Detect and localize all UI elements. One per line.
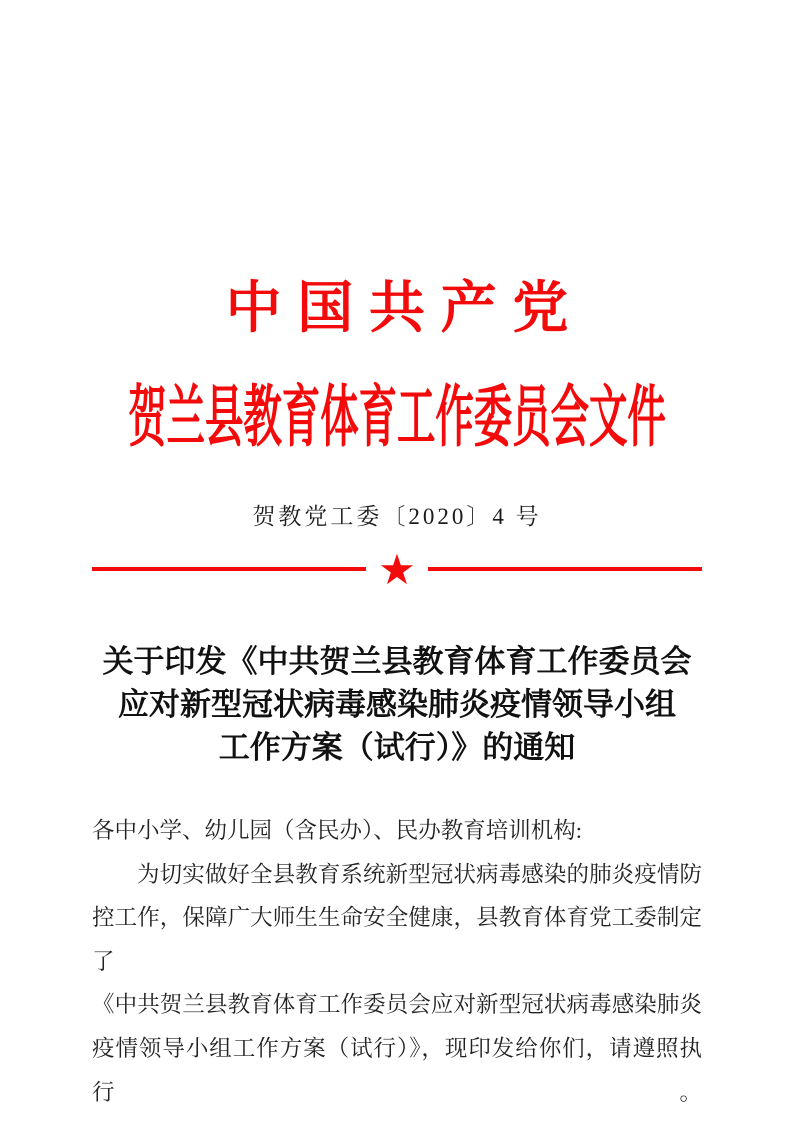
document-title-line: 工作方案（试行）》的通知 [218, 730, 576, 765]
document-title-line: 关于印发《中共贺兰县教育体育工作委员会 [102, 644, 692, 679]
separator-line-left [92, 567, 366, 571]
party-name-heading: 中国共产党 [225, 278, 585, 340]
star-icon: ★ [378, 548, 416, 594]
paragraph-line: 《中共贺兰县教育体育工作委员会应对新型冠状病毒感染肺炎 [92, 992, 702, 1018]
document-title-line: 应对新型冠状病毒感染肺炎疫情领导小组 [118, 687, 676, 722]
letterhead [0, 0, 794, 454]
committee-name-row [0, 382, 794, 454]
salutation-line: 各中小学、幼儿园（含民办）、民办教育培训机构: [92, 818, 583, 843]
document-title [92, 640, 702, 769]
paragraph-line: 控工作，保障广大师生生命安全健康，县教育体育党工委制定了 [92, 905, 702, 974]
red-separator [92, 548, 702, 594]
committee-name-heading: 贺兰县教育体育工作委员会文件 [128, 380, 666, 455]
paragraph-line: 疫情领导小组工作方案（试行）》，现印发给你们，请遵照执行。 [92, 1035, 702, 1105]
document-body [92, 809, 702, 1114]
document-number: 贺教党工委〔2020〕4 号 [252, 504, 542, 529]
separator-line-right [428, 567, 702, 571]
paragraph-line: 为切实做好全县教育系统新型冠状病毒感染的肺炎疫情防 [137, 861, 702, 887]
